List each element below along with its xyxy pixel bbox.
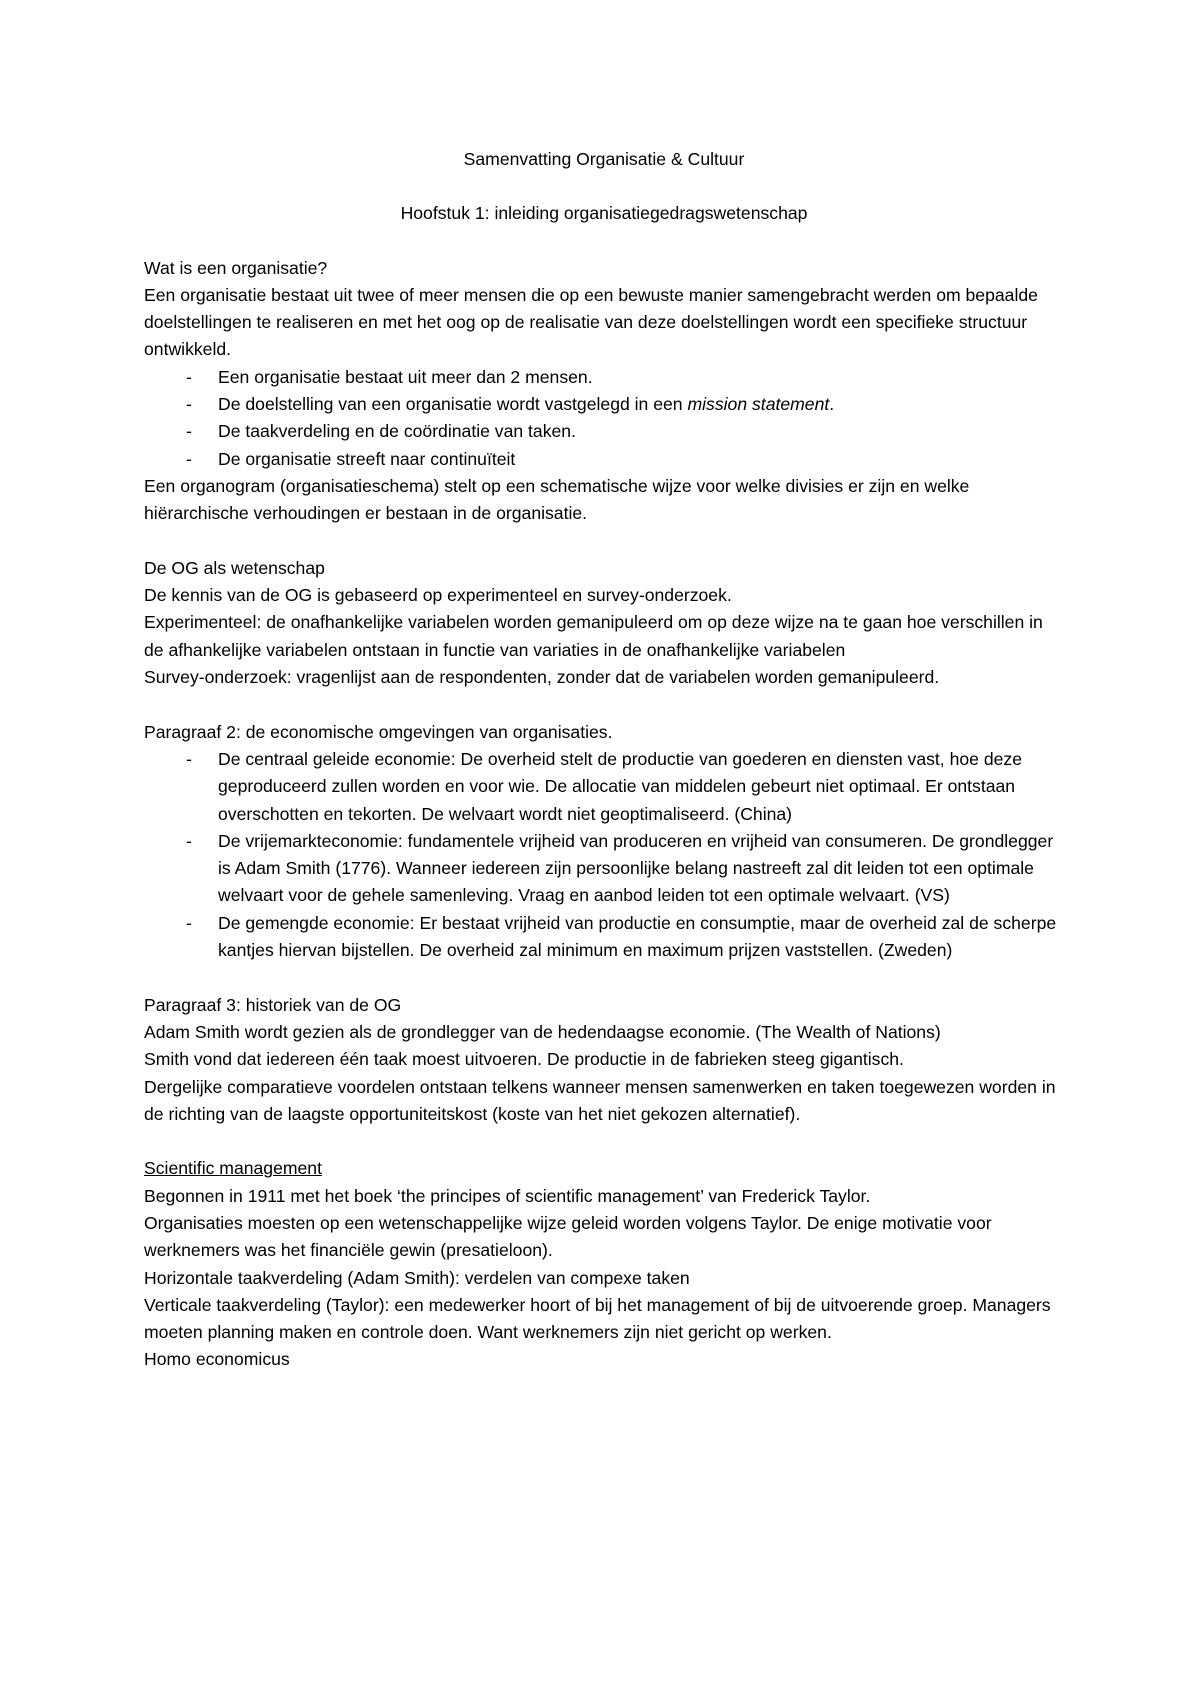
emphasis-text: mission statement: [687, 394, 830, 415]
spacer: [144, 528, 1064, 555]
list-item-text: .: [829, 394, 835, 415]
paragraph: Een organisatie bestaat uit twee of meer mensen die op een bewuste manier samengebracht werden om bepaalde doelstellingen te realiseren en met het oog op de realisatie van deze doelstellingen wordt een specifieke structuur ontwikkeld.: [144, 284, 1038, 360]
paragraph: De kennis van de OG is gebaseerd op experimenteel en survey-onderzoek.: [144, 585, 732, 606]
paragraph: Smith vond dat iedereen één taak moest uitvoeren. De productie in de fabrieken steeg gigantisch.: [144, 1049, 904, 1070]
section-heading-scientific-management: Scientific management: [144, 1158, 322, 1179]
section-heading-wetenschap: De OG als wetenschap: [144, 557, 325, 578]
paragraph: Dergelijke comparatieve voordelen ontstaan telkens wanneer mensen samenwerken en taken toegewezen worden in de richting van de laagste opportuniteitskost (koste van het niet gekozen alternatief).: [144, 1076, 1056, 1124]
section-heading-organisatie: Wat is een organisatie?: [144, 257, 328, 278]
spacer: [144, 691, 1064, 718]
list-item: - De gemengde economie: Er bestaat vrijheid van productie en consumptie, maar de overheid zal de scherpe kantjes hiervan bijstellen. De overheid zal minimum en maximum prijzen vaststellen. (Zweden): [144, 910, 1064, 965]
paragraph: Adam Smith wordt gezien als de grondlegger van de hedendaagse economie. (The Wealth of Nations): [144, 1021, 941, 1042]
section-heading-paragraaf-3: Paragraaf 3: historiek van de OG: [144, 994, 402, 1015]
bullet-list: [144, 364, 1064, 473]
paragraph: Experimenteel: de onafhankelijke variabelen worden gemanipuleerd om op deze wijze na te gaan hoe verschillen in de afhankelijke variabelen ontstaan in functie van variaties in de onafhankelijke variabelen: [144, 612, 1043, 660]
list-item: - De taakverdeling en de coördinatie van taken.: [144, 418, 1064, 445]
paragraph: Begonnen in 1911 met het boek ‘the principes of scientific management’ van Frederick Taylor.: [144, 1185, 871, 1206]
paragraph: Organisaties moesten op een wetenschappelijke wijze geleid worden volgens Taylor. De enige motivatie voor werknemers was het financiële gewin (presatieloon).: [144, 1212, 992, 1261]
paragraph: Verticale taakverdeling (Taylor): een medewerker hoort of bij het management of bij de uitvoerende groep. Managers moeten planning maken en controle doen. Want werknemers zijn niet gericht op werken.: [144, 1294, 1051, 1343]
paragraph: Horizontale taakverdeling (Adam Smith): verdelen van compexe taken: [144, 1267, 690, 1288]
paragraph: Een organogram (organisatieschema) stelt op een schematische wijze voor welke divisies er zijn en welke hiërarchische verhoudingen er bestaan in de organisatie.: [144, 475, 970, 524]
document-content: [144, 146, 1064, 1374]
list-item-text: De doelstelling van een organisatie wordt vastgelegd in een: [218, 394, 688, 415]
list-item: - De centraal geleide economie: De overheid stelt de productie van goederen en diensten vast, hoe deze geproduceerd zullen worden en voor wie. De allocatie van middelen gebeurt niet optimaal. Er ontstaan overschotten en tekorten. De welvaart wordt niet geoptimaliseerd. (China): [144, 746, 1064, 828]
paragraph: Homo economicus: [144, 1349, 290, 1370]
chapter-heading: Hoofstuk 1: inleiding organisatiegedragswetenschap: [400, 203, 808, 224]
list-item: [144, 391, 1064, 418]
list-item: - De vrijemarkteconomie: fundamentele vrijheid van produceren en vrijheid van consumeren. De grondlegger is Adam Smith (1776). Wanneer iedereen zijn persoonlijke belang nastreeft zal dit leiden tot een optimale welvaart voor de gehele samenleving. Vraag en aanbod leiden tot een optimale welvaart. (VS): [144, 828, 1064, 910]
spacer: [144, 964, 1064, 991]
list-item: - Een organisatie bestaat uit meer dan 2 mensen.: [144, 364, 1064, 391]
section-heading-paragraaf-2: Paragraaf 2: de economische omgevingen van organisaties.: [144, 721, 613, 742]
spacer: [144, 1128, 1064, 1155]
bullet-list: [144, 746, 1064, 964]
document-title: Samenvatting Organisatie & Cultuur: [463, 149, 745, 169]
paragraph: Survey-onderzoek: vragenlijst aan de respondenten, zonder dat de variabelen worden gemanipuleerd.: [144, 667, 940, 688]
list-item: - De organisatie streeft naar continuïteit: [144, 446, 1064, 473]
